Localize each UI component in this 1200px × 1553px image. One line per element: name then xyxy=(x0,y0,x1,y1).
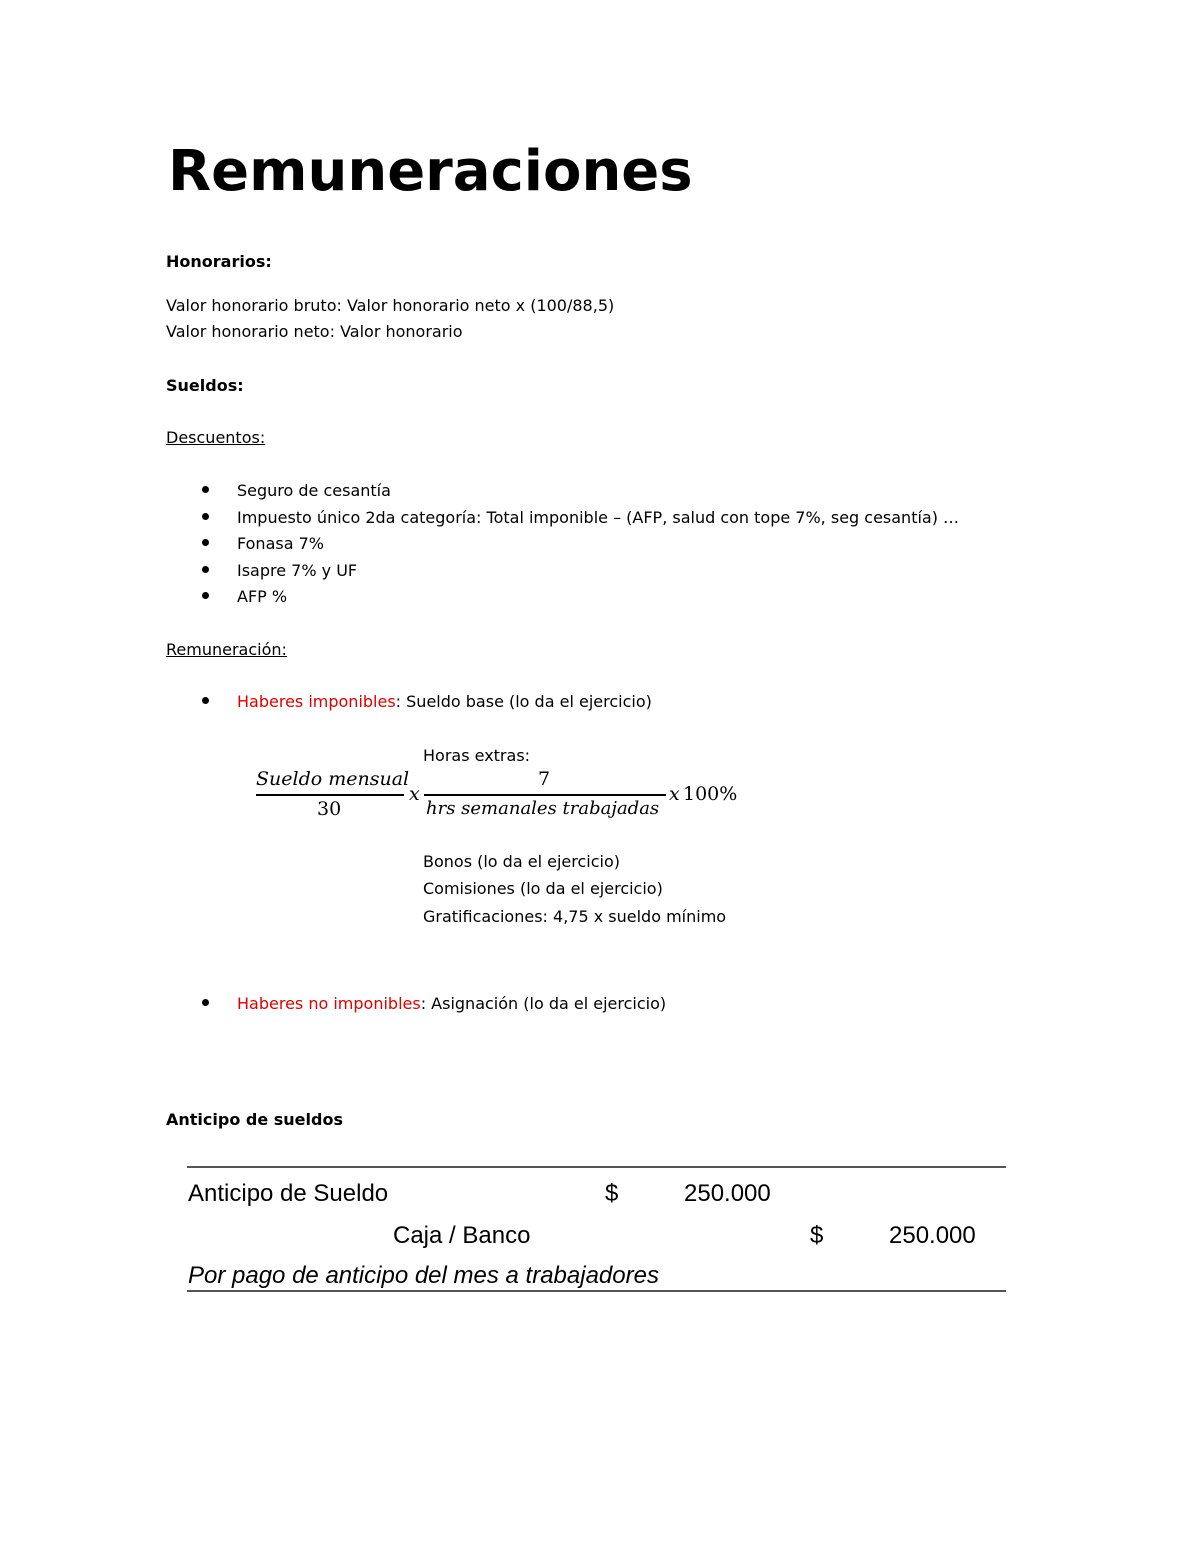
page-title: Remuneraciones xyxy=(168,139,693,204)
haberes-imponibles-sep: : xyxy=(395,692,402,711)
comisiones-line: Comisiones (lo da el ejercicio) xyxy=(423,879,663,898)
list-item: AFP % xyxy=(237,587,288,606)
journal-credit-currency: $ xyxy=(810,1222,824,1249)
gratificaciones-line: Gratificaciones: 4,75 x sueldo mínimo xyxy=(423,907,727,926)
journal-entry xyxy=(187,1166,1006,1292)
journal-debit-currency: $ xyxy=(605,1180,619,1207)
formula-times-2: x xyxy=(669,783,680,805)
bullet-icon xyxy=(202,697,209,704)
descuentos-heading: Descuentos: xyxy=(166,428,266,447)
fraction-bar xyxy=(256,794,404,796)
journal-debit-amount: 250.000 xyxy=(684,1180,771,1207)
journal-credit-amount: 250.000 xyxy=(889,1222,976,1249)
journal-credit-account: Caja / Banco xyxy=(393,1222,531,1249)
bonos-line: Bonos (lo da el ejercicio) xyxy=(423,852,620,871)
fraction-bar xyxy=(424,794,666,796)
anticipo-heading: Anticipo de sueldos xyxy=(166,1110,343,1129)
list-item: Fonasa 7% xyxy=(237,534,324,553)
bullet-icon xyxy=(202,592,209,599)
haberes-no-imponibles-sep: : xyxy=(420,994,427,1013)
bullet-icon xyxy=(202,539,209,546)
honorarios-line-bruto: Valor honorario bruto: Valor honorario neto x (100/88,5) xyxy=(166,296,615,315)
haberes-no-imponibles-text: Asignación (lo da el ejercicio) xyxy=(426,994,667,1013)
haberes-imponibles-label: Haberes imponibles xyxy=(237,692,396,711)
honorarios-line-neto: Valor honorario neto: Valor honorario xyxy=(166,322,463,341)
journal-bottom-rule xyxy=(187,1290,1006,1292)
haberes-imponibles-item xyxy=(237,692,652,712)
bullet-icon xyxy=(202,566,209,573)
journal-gloss: Por pago de anticipo del mes a trabajadores xyxy=(188,1262,659,1289)
haberes-no-imponibles-label: Haberes no imponibles xyxy=(237,994,421,1013)
formula-denominator-1: 30 xyxy=(317,798,342,820)
journal-top-rule xyxy=(187,1166,1006,1168)
formula-percent: 100% xyxy=(683,783,738,805)
formula-numerator-1: Sueldo mensual xyxy=(256,768,410,790)
honorarios-heading: Honorarios: xyxy=(166,252,272,271)
remuneracion-heading: Remuneración: xyxy=(166,640,287,659)
haberes-imponibles-text: Sueldo base (lo da el ejercicio) xyxy=(401,692,652,711)
horas-extras-label: Horas extras: xyxy=(423,746,531,765)
formula-times-1: x xyxy=(409,783,420,805)
list-item: Seguro de cesantía xyxy=(237,481,391,500)
journal-debit-account: Anticipo de Sueldo xyxy=(188,1180,389,1207)
formula-denominator-2: hrs semanales trabajadas xyxy=(426,798,660,819)
bullet-icon xyxy=(202,999,209,1006)
bullet-icon xyxy=(202,513,209,520)
list-item: Impuesto único 2da categoría: Total imponible – (AFP, salud con tope 7%, seg cesantía) … xyxy=(237,508,960,527)
list-item: Isapre 7% y UF xyxy=(237,561,358,580)
haberes-no-imponibles-item xyxy=(237,994,666,1014)
sueldos-heading: Sueldos: xyxy=(166,376,244,395)
bullet-icon xyxy=(202,486,209,493)
formula-numerator-2: 7 xyxy=(538,768,551,790)
